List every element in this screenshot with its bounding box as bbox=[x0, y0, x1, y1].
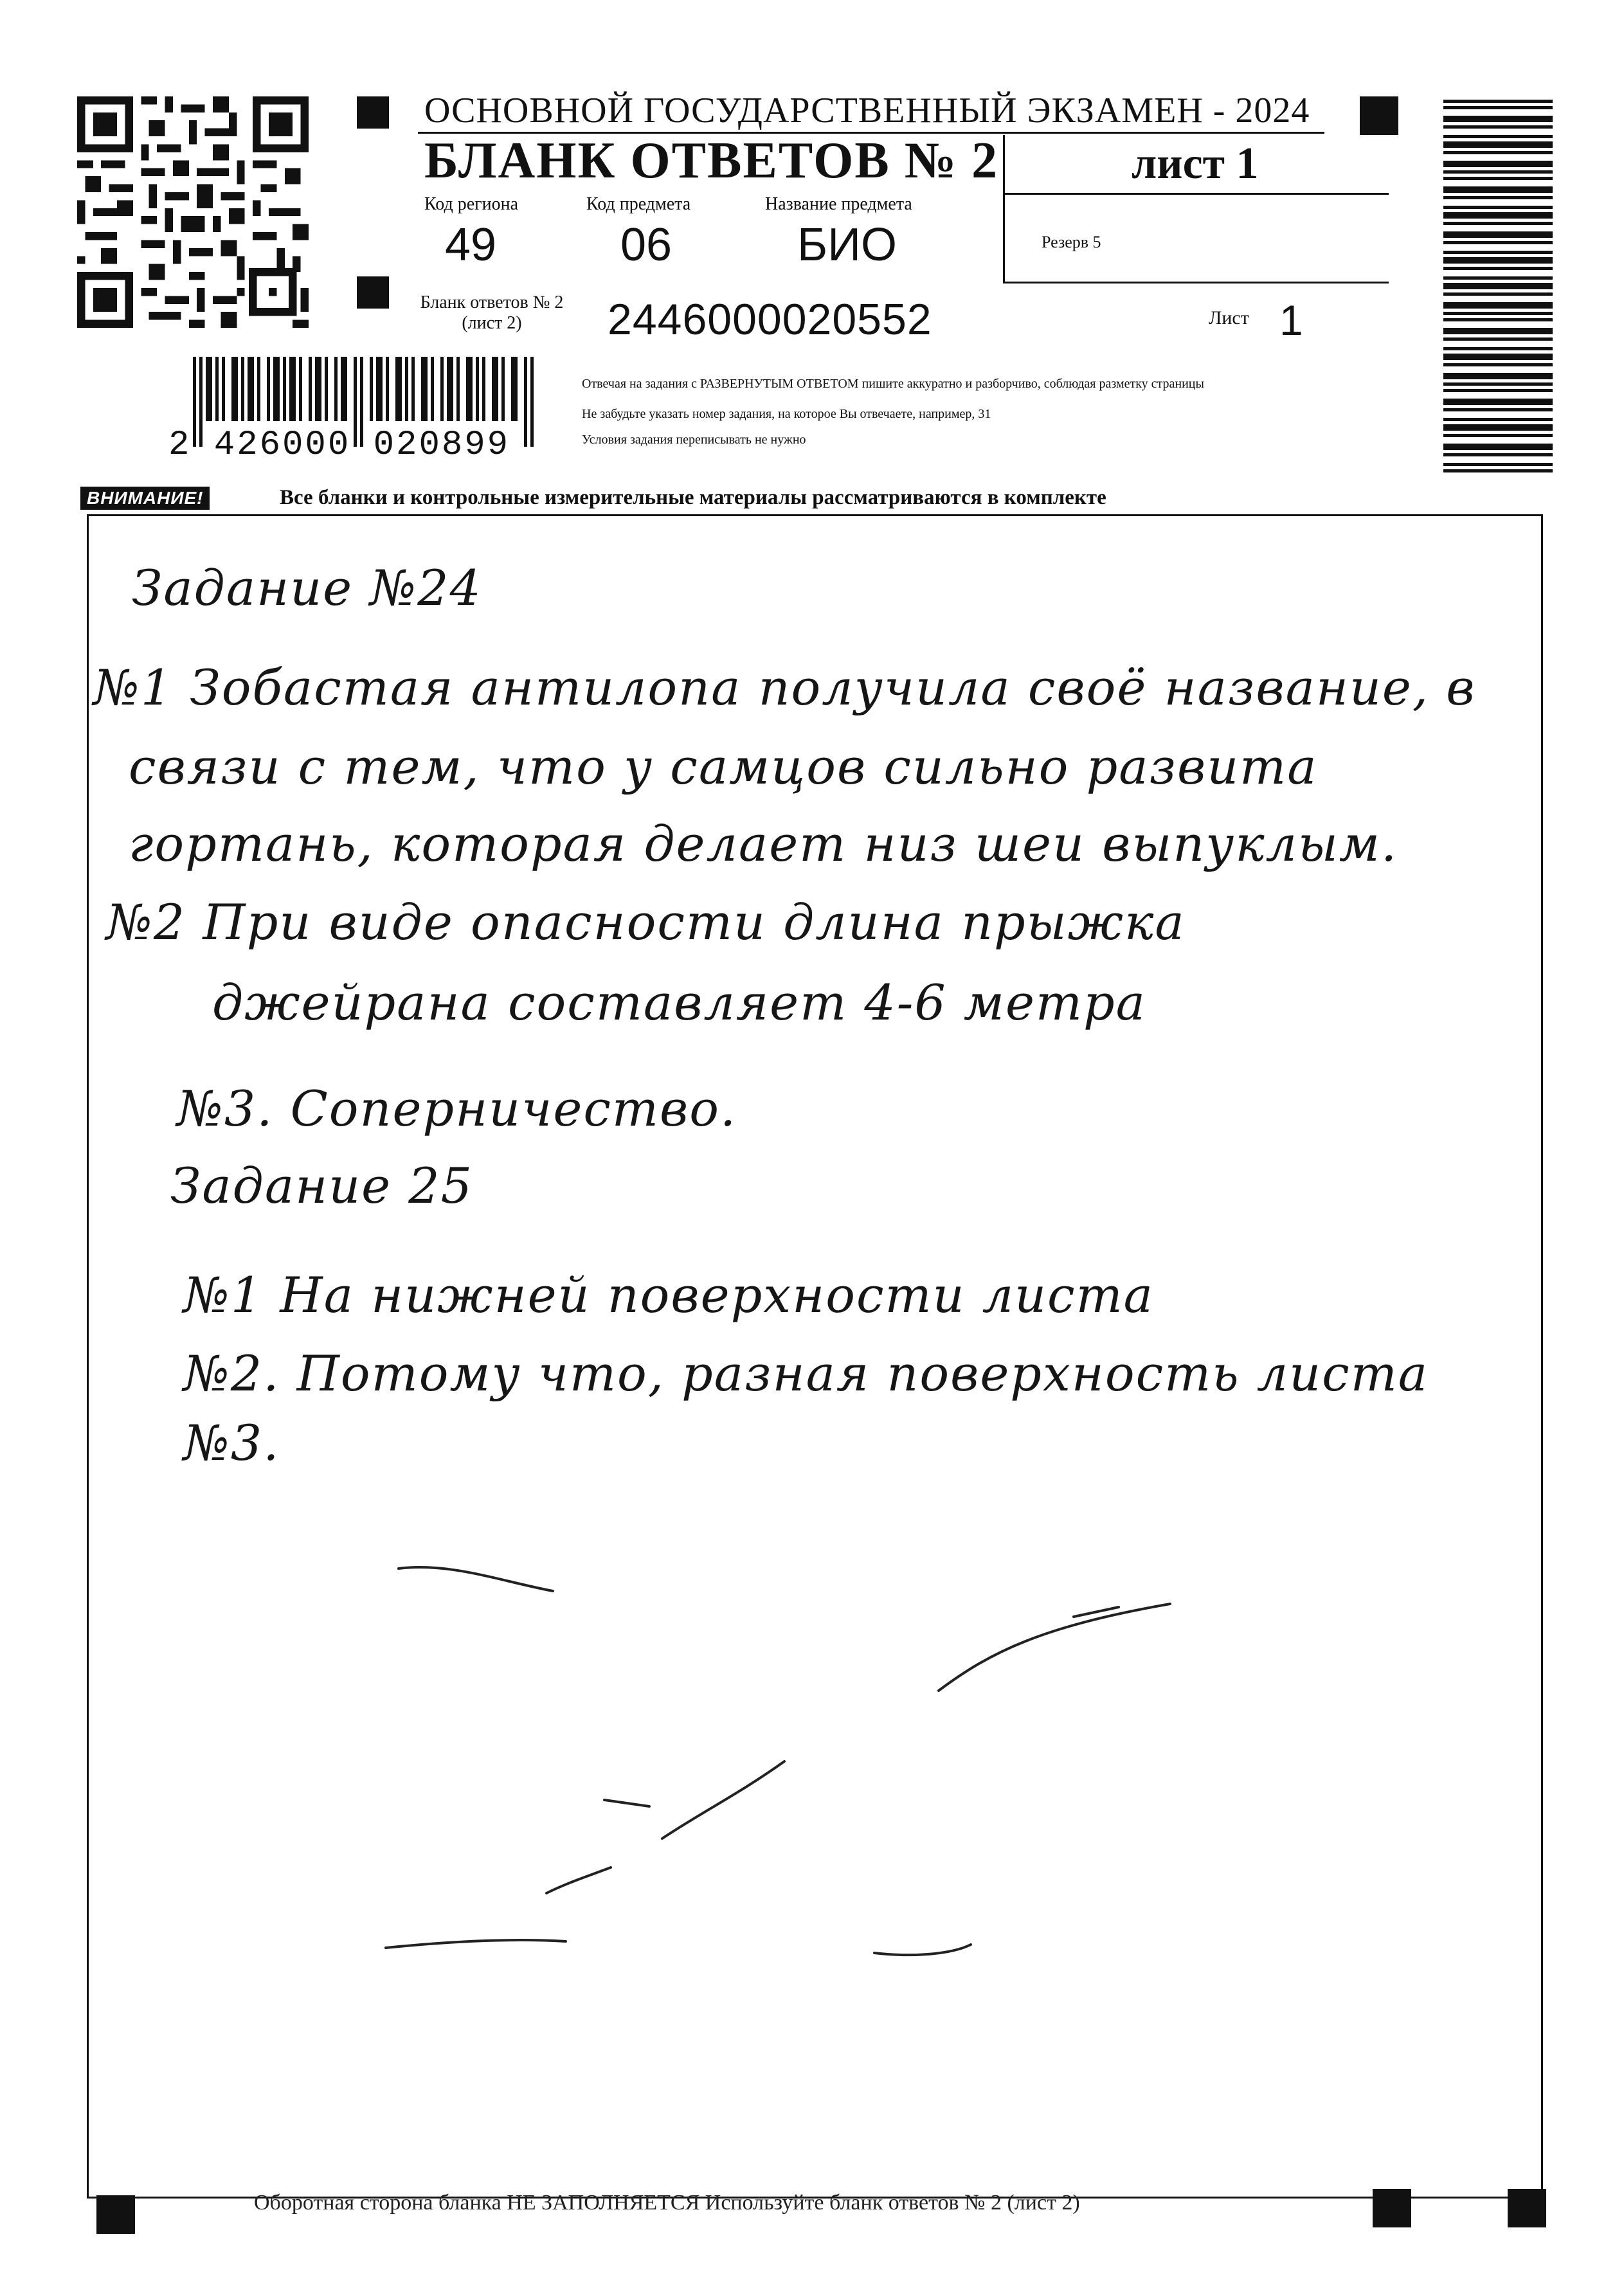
handwritten-line: №2. Потому что, разная поверхность листа bbox=[183, 1345, 1429, 1402]
barcode-icon bbox=[1443, 100, 1553, 472]
registration-marker-mid-left bbox=[357, 276, 389, 309]
subject-name-value: БИО bbox=[797, 219, 898, 271]
registration-marker-top-left bbox=[357, 96, 389, 129]
form-number: 2446000020552 bbox=[608, 295, 932, 344]
sheet-title: лист 1 bbox=[1132, 139, 1259, 188]
form-number-label bbox=[411, 292, 572, 334]
subject-name-label: Название предмета bbox=[765, 194, 912, 214]
registration-marker-top-right bbox=[1360, 96, 1398, 135]
region-label: Код региона bbox=[424, 194, 519, 214]
instruction-line: Не забудьте указать номер задания, на которое Вы отвечаете, например, 31 bbox=[582, 407, 991, 421]
handwritten-line: №1 Зобастая антилопа получила своё название, в bbox=[93, 659, 1476, 716]
attention-text: Все бланки и контрольные измерительные материалы рассматриваются в комплекте bbox=[280, 486, 1106, 509]
form-number-label-line: (лист 2) bbox=[462, 313, 522, 333]
handwritten-line: Задание 25 bbox=[170, 1157, 473, 1214]
barcode-digits: 2 426000 020899 bbox=[168, 426, 510, 465]
instruction-line: Условия задания переписывать не нужно bbox=[582, 433, 806, 447]
reserve-label: Резерв 5 bbox=[1042, 233, 1101, 251]
region-value: 49 bbox=[445, 219, 497, 271]
attention-badge: ВНИМАНИЕ! bbox=[80, 487, 210, 510]
registration-marker-bottom-left bbox=[96, 2195, 135, 2234]
subject-code-value: 06 bbox=[620, 219, 672, 271]
header-divider bbox=[1003, 282, 1389, 283]
handwritten-line: №2 При виде опасности длина прыжка bbox=[106, 894, 1186, 951]
header-divider bbox=[1003, 135, 1005, 283]
subject-code-label: Код предмета bbox=[586, 194, 691, 214]
header-divider bbox=[1003, 193, 1389, 195]
qr-code-icon bbox=[77, 96, 309, 328]
form-number-label-line: Бланк ответов № 2 bbox=[420, 292, 564, 312]
handwritten-line: связи с тем, что у самцов сильно развита bbox=[129, 738, 1318, 795]
form-title: БЛАНК ОТВЕТОВ № 2 bbox=[424, 132, 999, 189]
sheet-number: 1 bbox=[1279, 296, 1303, 344]
exam-title: ОСНОВНОЙ ГОСУДАРСТВЕННЫЙ ЭКЗАМЕН - 2024 bbox=[424, 91, 1310, 130]
crossout-strokes-icon bbox=[360, 1543, 1260, 2025]
instruction-line: Отвечая на задания с РАЗВЕРНУТЫМ ОТВЕТОМ пишите аккуратно и разборчиво, соблюдая разметку страницы bbox=[582, 377, 1204, 391]
handwritten-line: №3. Соперничество. bbox=[177, 1080, 737, 1137]
handwritten-line: №3. bbox=[183, 1414, 280, 1471]
handwritten-line: джейрана составляет 4-6 метра bbox=[212, 974, 1146, 1031]
footer-note: Оборотная сторона бланка НЕ ЗАПОЛНЯЕТСЯ Используйте бланк ответов № 2 (лист 2) bbox=[254, 2191, 1080, 2215]
handwritten-line: Задание №24 bbox=[132, 559, 482, 616]
handwritten-line: гортань, которая делает низ шеи выпуклым. bbox=[129, 815, 1398, 872]
handwritten-line: №1 На нижней поверхности листа bbox=[183, 1266, 1154, 1324]
sheet-label: Лист bbox=[1209, 307, 1249, 328]
